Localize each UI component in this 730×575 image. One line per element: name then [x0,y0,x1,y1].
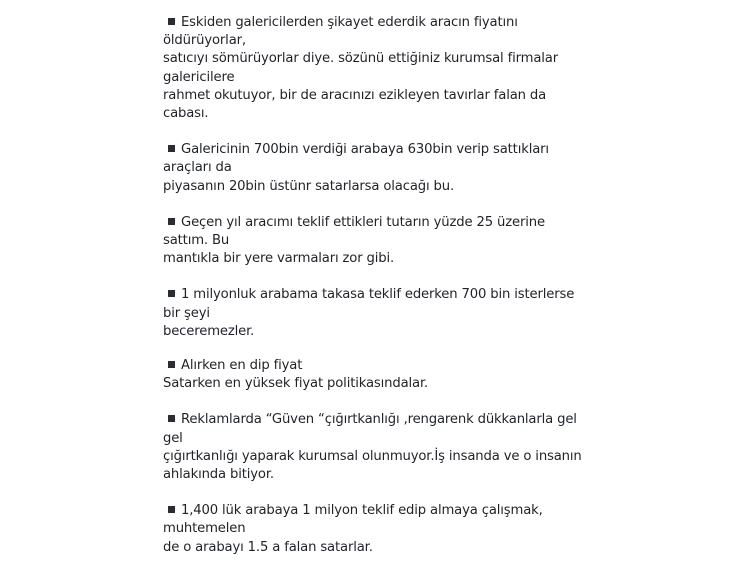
comment-item [163,502,588,557]
bullet-square-icon [168,218,175,225]
comment-text: 1 milyonluk arabama takasa teklif ederken 700 bin isterlerse bir şeyi [163,287,575,321]
comment-text: Eskiden galericilerden şikayet ederdik aracın fiyatını öldürüyorlar, [163,15,518,49]
bullet-square-icon [168,145,175,152]
comment-list [163,14,588,575]
comment-item [163,14,588,123]
comment-item [163,214,588,269]
comment-text: de o arabayı 1.5 a falan satarlar. [163,539,373,555]
comment-item [163,411,588,484]
bullet-square-icon [168,290,175,297]
comment-text: piyasanın 20bin üstünr satarlarsa olacağı bu. [163,178,455,194]
comment-item [163,286,588,341]
comment-text: 1,400 lük arabaya 1 milyon teklif edip almaya çalışmak, muhtemelen [163,503,543,537]
bullet-square-icon [168,415,175,422]
comment-text: Reklamlarda “Güven “çığırtkanlığı ,rengarenk dükkanlarla gel gel [163,412,577,446]
comment-text: Geçen yıl aracımı teklif ettikleri tutarın yüzde 25 üzerine sattım. Bu [163,214,545,249]
comment-text: ahlakında bitiyor. [163,467,274,483]
comment-text: beceremezler. [163,323,255,339]
bullet-square-icon [168,18,175,25]
comment-item [163,357,588,393]
comment-text: Alırken en dip fiyat [181,358,303,374]
comment-text: Satarken en yüksek fiyat politikasındalar. [163,376,429,392]
bullet-square-icon [168,361,175,368]
comment-text: satıcıyı sömürüyorlar diye. sözünü ettiğiniz kurumsal firmalar galericilere [163,51,559,85]
comment-text: Galericinin 700bin verdiği arabaya 630bin verip sattıkları araçları da [163,142,549,176]
comment-text: çığırtkanlığı yaparak kurumsal olunmuyor.İş insanda ve o insanın [163,448,582,464]
comment-text: mantıkla bir yere varmaları zor gibi. [163,251,395,267]
bullet-square-icon [168,506,175,513]
comment-text: rahmet okutuyor, bir de aracınızı ezikleyen tavırlar falan da cabası. [163,87,547,122]
comment-item [163,141,588,196]
